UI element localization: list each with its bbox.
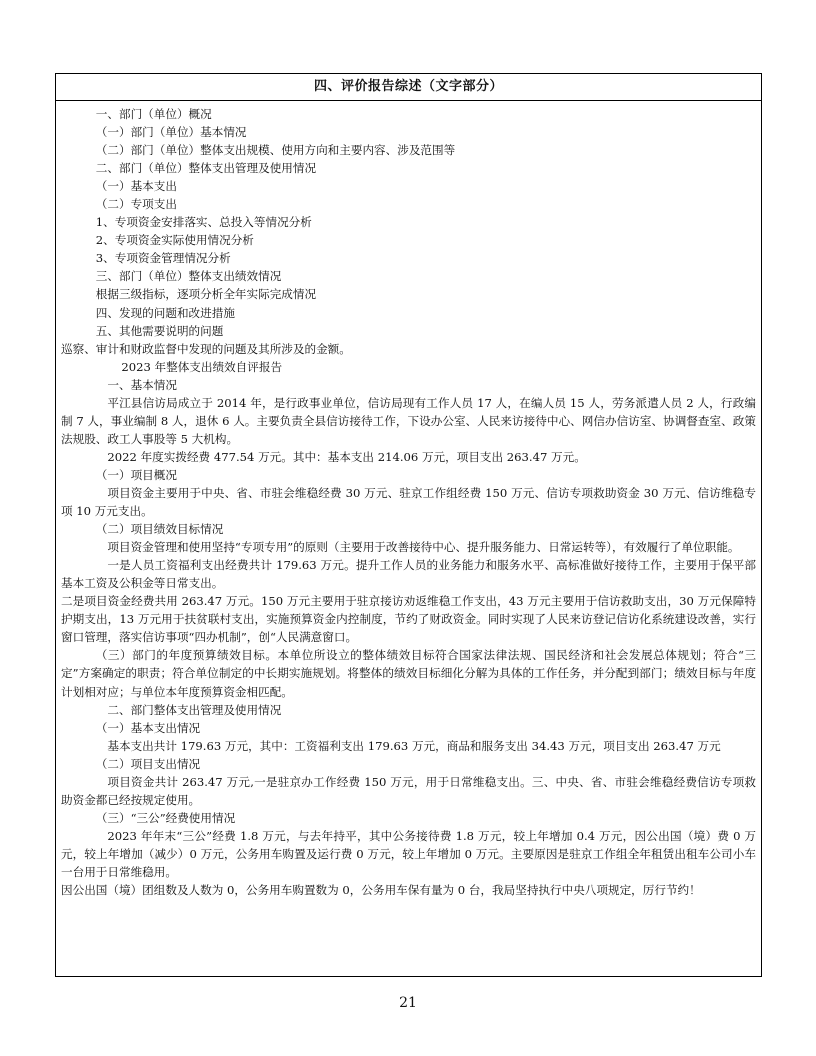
outline-item: （一）部门（单位）基本情况 bbox=[95, 125, 247, 140]
body-paragraph: （二）项目绩效目标情况 bbox=[95, 522, 224, 537]
body-paragraph: 基本支出共计 179.63 万元，其中：工资福利支出 179.63 万元，商品和服务支出 34.43 万元，项目支出 263.47 万元 bbox=[107, 738, 721, 753]
section-title: 四、评价报告综述（文字部分） bbox=[56, 74, 761, 101]
outline-list bbox=[61, 105, 756, 358]
report-content bbox=[56, 101, 761, 899]
body-paragraph: （二）项目支出情况 bbox=[95, 756, 201, 771]
body-paragraph: 一是人员工资福利支出经费共计 179.63 万元。提升工作人员的业务能力和服务水平、高标准做好接待工作，主要用于保平部基本工资及公积金等日常支出。 bbox=[61, 558, 756, 591]
body-paragraph: （三）“三公”经费使用情况 bbox=[95, 810, 236, 825]
body-paragraph: 一、基本情况 bbox=[107, 377, 177, 392]
outline-item: 巡察、审计和财政监督中发现的问题及其所涉及的金额。 bbox=[61, 341, 351, 356]
body-paragraph: 项目资金共计 263.47 万元,一是驻京办工作经费 150 万元，用于日常维稳支出。三、中央、省、市驻会维稳经费信访专项救助资金都已经按规定使用。 bbox=[61, 774, 756, 807]
body-paragraph: （一）基本支出情况 bbox=[95, 720, 201, 735]
body-paragraph: 二、部门整体支出管理及使用情况 bbox=[107, 702, 282, 717]
outline-item: 二、部门（单位）整体支出管理及使用情况 bbox=[95, 161, 317, 176]
page-number: 21 bbox=[399, 995, 417, 1011]
outline-item: 五、其他需要说明的问题 bbox=[95, 323, 224, 338]
outline-item: 3、专项资金管理情况分析 bbox=[95, 251, 231, 266]
body-paragraph: 项目资金管理和使用坚持“专项专用”的原则（主要用于改善接待中心、提升服务能力、日常运转等），有效履行了单位职能。 bbox=[107, 540, 740, 555]
outline-item: 1、专项资金安排落实、总投入等情况分析 bbox=[95, 215, 312, 230]
report-frame bbox=[55, 73, 762, 977]
outline-item: （一）基本支出 bbox=[95, 179, 177, 194]
report-body bbox=[61, 376, 756, 899]
outline-item: 根据三级指标，逐项分析全年实际完成情况 bbox=[95, 287, 317, 302]
body-paragraph: （三）部门的年度预算绩效目标。本单位所设立的整体绩效目标符合国家法律法规、国民经济和社会发展总体规划；符合“三定”方案确定的职责；符合单位制定的中长期实施规划。将整体的绩效目标细化分解为具体的工作任务，并分配到部门；绩效目标与年度计划相对应；与单位本年度预算资金相匹配。 bbox=[61, 648, 756, 699]
body-paragraph: （一）项目概况 bbox=[95, 467, 177, 482]
outline-item: 三、部门（单位）整体支出绩效情况 bbox=[95, 269, 282, 284]
outline-item: 四、发现的问题和改进措施 bbox=[95, 305, 235, 320]
body-paragraph: 二是项目资金经费共用 263.47 万元。150 万元主要用于驻京接访劝返维稳工作支出，43 万元主要用于信访救助支出，30 万元保障特护期支出，13 万元用于扶贫联村支出，实施预算资金内控制度，节约了财政资金。同时实现了人民来访登记信访化系统建设改善，实行窗口管理，落实信访事项“四办机制”，创“人民满意窗口。 bbox=[61, 594, 756, 645]
outline-item: 一、部门（单位）概况 bbox=[95, 107, 212, 121]
report-title: 2023 年整体支出绩效自评报告 bbox=[121, 359, 283, 374]
body-paragraph: 项目资金主要用于中央、省、市驻会维稳经费 30 万元、驻京工作组经费 150 万元、信访专项救助资金 30 万元、信访维稳专项 10 万元支出。 bbox=[61, 485, 756, 519]
outline-item: 2、专项资金实际使用情况分析 bbox=[95, 233, 254, 248]
body-paragraph: 2022 年度实拨经费 477.54 万元。其中：基本支出 214.06 万元，项目支出 263.47 万元。 bbox=[107, 449, 586, 464]
body-paragraph: 因公出国（境）团组数及人数为 0，公务用车购置数为 0，公务用车保有量为 0 台，我局坚持执行中央八项规定，厉行节约！ bbox=[61, 883, 701, 898]
outline-item: （二）部门（单位）整体支出规模、使用方向和主要内容、涉及范围等 bbox=[95, 143, 456, 158]
outline-item: （二）专项支出 bbox=[95, 197, 177, 212]
body-paragraph: 平江县信访局成立于 2014 年，是行政事业单位，信访局现有工作人员 17 人，在编人员 15 人，劳务派遣人员 2 人，行政编制 7 人，事业编制 8 人，退休 6 人。主要负责全县信访接待工作，下设办公室、人民来访接待中心、网信办信访室、协调督查室、政策法规股、政工人事股等 5 大机构。 bbox=[61, 395, 756, 446]
body-paragraph: 2023 年年末“三公”经费 1.8 万元，与去年持平，其中公务接待费 1.8 万元，较上年增加 0.4 万元，因公出国（境）费 0 万元，较上年增加（减少）0 万元，公务用车购置及运行费 0 万元，较上年增加 0 万元。主要原因是驻京工作组全年租赁出租车公司小车一台用于日常维稳用。 bbox=[61, 828, 756, 879]
